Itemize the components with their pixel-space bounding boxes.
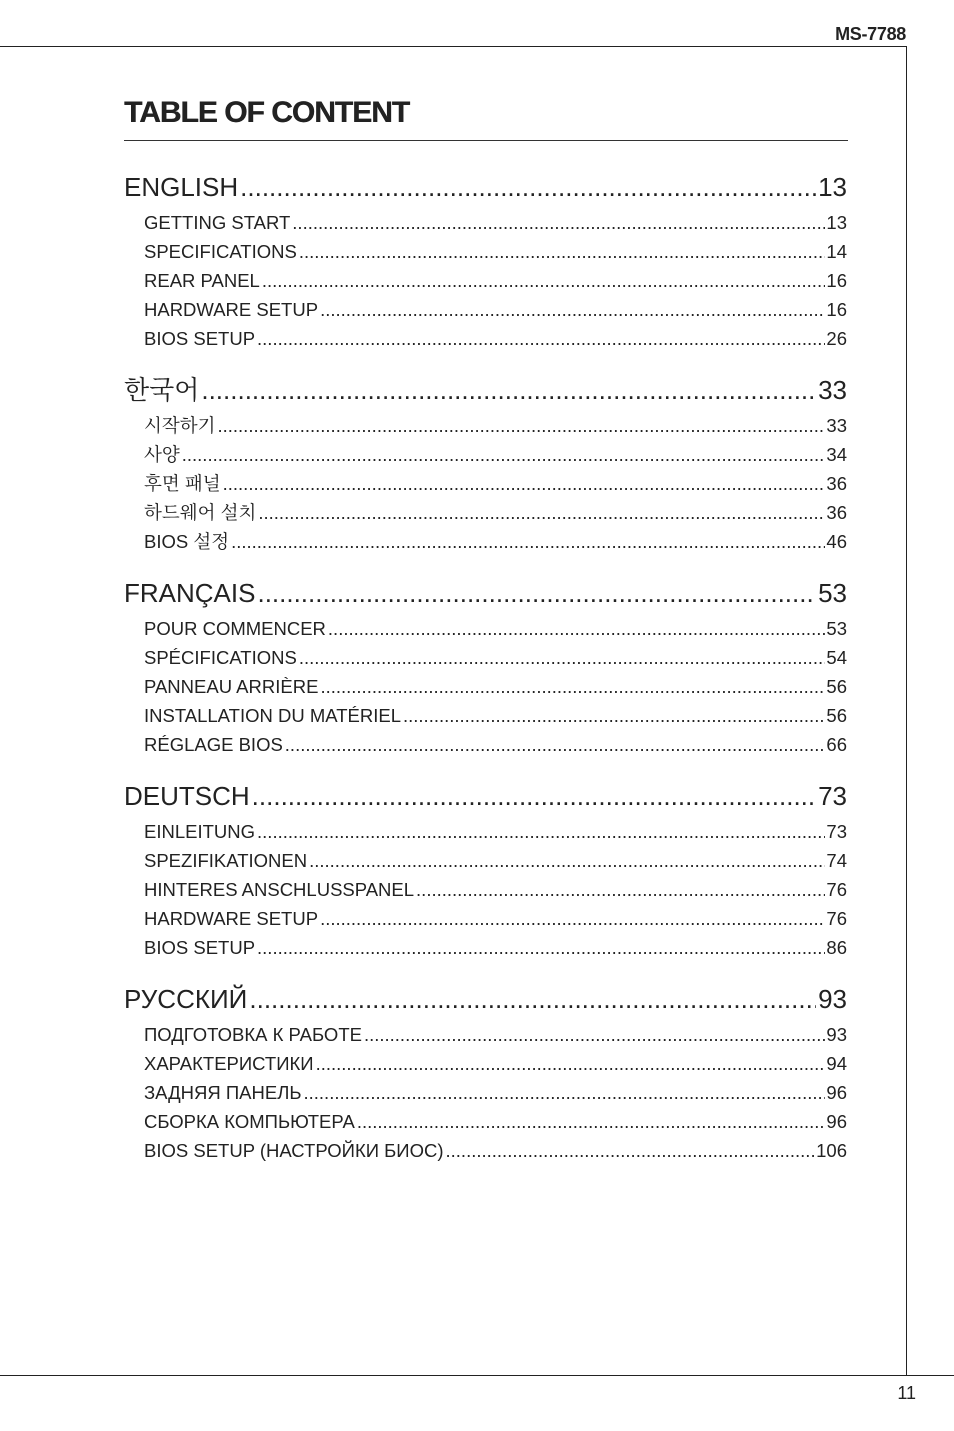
toc-entry-page: 56 xyxy=(826,676,847,697)
toc-entry-label: 하드웨어 설치 xyxy=(144,502,257,523)
toc-entry-page: 66 xyxy=(826,734,847,755)
toc-entry-label: ХАРАКТЕРИСТИКИ xyxy=(144,1053,314,1074)
toc-section xyxy=(124,978,847,1165)
toc-entry-page: 14 xyxy=(826,241,847,262)
toc-section-heading[interactable] xyxy=(124,369,847,411)
toc-entry-label: INSTALLATION DU MATÉRIEL xyxy=(144,705,401,726)
toc-section-title: РУССКИЙ xyxy=(124,984,248,1014)
toc-section xyxy=(124,369,847,556)
toc-section-heading[interactable] xyxy=(124,166,847,208)
toc-section-page: 33 xyxy=(818,375,847,405)
toc-dot-leader xyxy=(231,527,825,556)
toc-entry[interactable] xyxy=(124,1049,847,1078)
toc-entry-label: BIOS SETUP xyxy=(144,328,256,349)
toc-dot-leader xyxy=(257,817,825,846)
toc-section-title: DEUTSCH xyxy=(124,781,250,811)
toc-entry-page: 34 xyxy=(826,444,847,465)
toc-entry-page: 86 xyxy=(826,937,847,958)
toc-entry-label: EINLEITUNG xyxy=(144,821,256,842)
toc-dot-leader xyxy=(257,324,825,353)
toc-section-page: 53 xyxy=(818,578,847,608)
toc-dot-leader xyxy=(357,1107,826,1136)
toc-entry-label: REAR PANEL xyxy=(144,270,260,291)
toc-dot-leader xyxy=(309,846,825,875)
toc-entry[interactable] xyxy=(124,875,847,904)
toc-entry-label: BIOS 설정 xyxy=(144,531,230,552)
toc-entry[interactable] xyxy=(124,846,847,875)
toc-entry-label: 시작하기 xyxy=(144,415,216,436)
toc-entry-page: 46 xyxy=(826,531,847,552)
toc-entry-page: 16 xyxy=(826,270,847,291)
toc-entry[interactable] xyxy=(124,498,847,527)
toc-dot-leader xyxy=(320,672,825,701)
toc-dot-leader xyxy=(249,978,816,1020)
toc-entry[interactable] xyxy=(124,933,847,962)
toc-entry-page: 93 xyxy=(826,1024,847,1045)
toc-entry-page: 26 xyxy=(826,328,847,349)
toc-entry-label: ЗАДНЯЯ ПАНЕЛЬ xyxy=(144,1082,302,1103)
model-number: MS-7788 xyxy=(835,24,906,44)
toc-entry[interactable] xyxy=(124,208,847,237)
toc-entry-page: 36 xyxy=(826,473,847,494)
toc-entry[interactable] xyxy=(124,295,847,324)
toc-dot-leader xyxy=(257,572,816,614)
toc-entry[interactable] xyxy=(124,440,847,469)
toc-entry-page: 16 xyxy=(826,299,847,320)
toc-entry-label: HARDWARE SETUP xyxy=(144,908,319,929)
toc-entry-page: 76 xyxy=(826,908,847,929)
toc-dot-leader xyxy=(328,614,826,643)
toc-section-page: 13 xyxy=(818,172,847,202)
toc-dot-leader xyxy=(182,440,826,469)
toc-entry[interactable] xyxy=(124,730,847,759)
toc-entry-label: СБОРКА КОМПЬЮТЕРА xyxy=(144,1111,355,1132)
toc-dot-leader xyxy=(257,933,825,962)
toc-entry-label: ПОДГОТОВКА К РАБОТЕ xyxy=(144,1024,362,1045)
toc-entry[interactable] xyxy=(124,1078,847,1107)
toc-entry-label: GETTING START xyxy=(144,212,291,233)
toc-entry-page: 96 xyxy=(826,1111,847,1132)
toc-entry[interactable] xyxy=(124,324,847,353)
toc-entry-page: 73 xyxy=(826,821,847,842)
toc-entry-page: 76 xyxy=(826,879,847,900)
toc-dot-leader xyxy=(446,1136,816,1165)
toc-entry[interactable] xyxy=(124,817,847,846)
toc-dot-leader xyxy=(262,266,826,295)
toc-entry-page: 106 xyxy=(816,1140,847,1161)
toc-section-title: 한국어 xyxy=(124,375,200,405)
toc-entry[interactable] xyxy=(124,672,847,701)
toc-entry-label: PANNEAU ARRIÈRE xyxy=(144,676,319,697)
toc-section-heading[interactable] xyxy=(124,572,847,614)
toc-dot-leader xyxy=(416,875,825,904)
toc-entry-label: POUR COMMENCER xyxy=(144,618,326,639)
toc-entry-label: BIOS SETUP (НАСТРОЙКИ БИОС) xyxy=(144,1140,444,1161)
toc-entry-label: SPECIFICATIONS xyxy=(144,241,297,262)
toc-entry-label: 사양 xyxy=(144,444,180,465)
toc-entry[interactable] xyxy=(124,643,847,672)
toc-dot-leader xyxy=(258,498,825,527)
toc-entry-page: 56 xyxy=(826,705,847,726)
toc-entry-page: 13 xyxy=(826,212,847,233)
toc-entry[interactable] xyxy=(124,237,847,266)
toc-entry-label: RÉGLAGE BIOS xyxy=(144,734,283,755)
toc-dot-leader xyxy=(217,411,825,440)
toc-dot-leader xyxy=(201,369,816,411)
toc-dot-leader xyxy=(364,1020,825,1049)
toc-entry[interactable] xyxy=(124,701,847,730)
toc-section-title: FRANÇAIS xyxy=(124,578,256,608)
toc-dot-leader xyxy=(299,237,826,266)
toc-dot-leader xyxy=(299,643,826,672)
toc-dot-leader xyxy=(403,701,825,730)
toc-entry-page: 94 xyxy=(826,1053,847,1074)
toc-entry-page: 36 xyxy=(826,502,847,523)
toc-entry[interactable] xyxy=(124,1107,847,1136)
toc-section xyxy=(124,775,847,962)
toc-section-title: ENGLISH xyxy=(124,172,239,202)
toc-entry-page: 74 xyxy=(826,850,847,871)
toc-entry-page: 96 xyxy=(826,1082,847,1103)
title-underline xyxy=(124,140,848,141)
page-number: 11 xyxy=(897,1383,916,1403)
toc-entry[interactable] xyxy=(124,1020,847,1049)
table-of-contents xyxy=(124,166,847,1165)
toc-section-heading[interactable] xyxy=(124,775,847,817)
toc-entry-page: 53 xyxy=(826,618,847,639)
toc-section xyxy=(124,166,847,353)
toc-dot-leader xyxy=(285,730,826,759)
toc-entry-label: HINTERES ANSCHLUSSPANEL xyxy=(144,879,415,900)
toc-dot-leader xyxy=(240,166,816,208)
toc-dot-leader xyxy=(292,208,825,237)
toc-entry[interactable] xyxy=(124,527,847,556)
page-title: TABLE OF CONTENT xyxy=(124,96,410,129)
right-margin-rule xyxy=(906,46,907,1376)
toc-dot-leader xyxy=(223,469,826,498)
footer-rule xyxy=(0,1375,954,1376)
toc-entry-label: BIOS SETUP xyxy=(144,937,256,958)
toc-entry[interactable] xyxy=(124,266,847,295)
toc-dot-leader xyxy=(252,775,816,817)
toc-entry[interactable] xyxy=(124,1136,847,1165)
toc-entry[interactable] xyxy=(124,904,847,933)
toc-entry-page: 54 xyxy=(826,647,847,668)
toc-entry[interactable] xyxy=(124,469,847,498)
toc-entry-label: 후면 패널 xyxy=(144,473,221,494)
toc-dot-leader xyxy=(320,904,825,933)
header-rule xyxy=(0,46,907,47)
toc-section-heading[interactable] xyxy=(124,978,847,1020)
toc-dot-leader xyxy=(320,295,825,324)
toc-section-page: 93 xyxy=(818,984,847,1014)
toc-section-page: 73 xyxy=(818,781,847,811)
toc-dot-leader xyxy=(316,1049,826,1078)
toc-dot-leader xyxy=(304,1078,826,1107)
toc-entry-label: SPEZIFIKATIONEN xyxy=(144,850,308,871)
toc-entry[interactable] xyxy=(124,411,847,440)
toc-entry-label: HARDWARE SETUP xyxy=(144,299,319,320)
toc-entry-page: 33 xyxy=(826,415,847,436)
toc-entry-label: SPÉCIFICATIONS xyxy=(144,647,297,668)
toc-entry[interactable] xyxy=(124,614,847,643)
toc-section xyxy=(124,572,847,759)
